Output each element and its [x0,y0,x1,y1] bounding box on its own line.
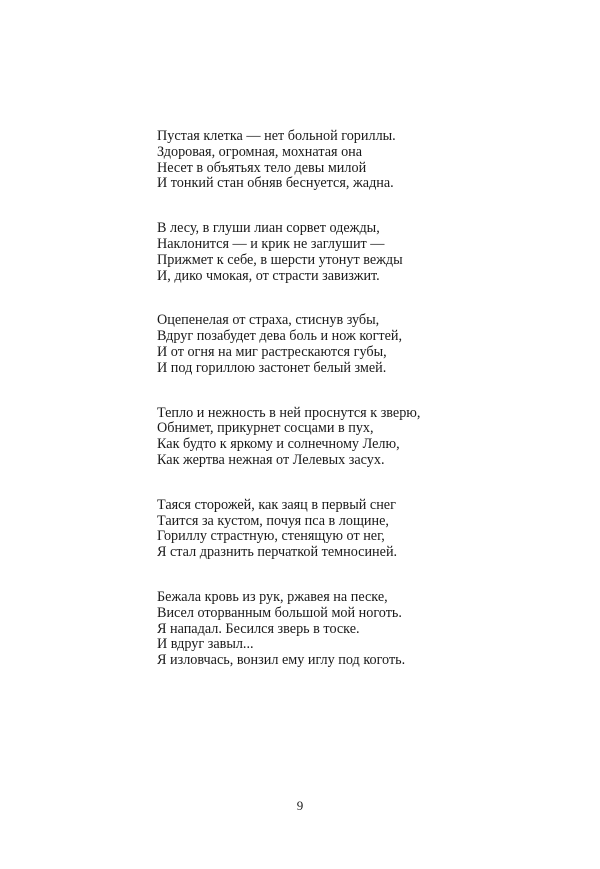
stanza-6 [157,590,577,669]
poem-line: Висел оторванным большой мой ноготь. [157,604,402,621]
poem-line: Я нападал. Бесился зверь в тоске. [157,620,360,637]
poem-line: И, дико чмокая, от страсти завизжит. [157,267,380,284]
poem-line: Таяся сторожей, как заяц в первый снег [157,496,396,513]
poem-line: Как жертва нежная от Лелевых засух. [157,451,385,468]
poem-body [157,129,577,669]
poem-line: Несет в объятьях тело девы милой [157,159,367,176]
poem-line: И от огня на миг растрескаются губы, [157,343,387,360]
poem-line: Оцепенелая от страха, стиснув зубы, [157,312,380,329]
stanza-3 [157,313,577,376]
poem-line: Гориллу страстную, стенящую от нег, [157,528,385,545]
poem-line: Наклонится — и крик не заглушит — [157,235,385,252]
poem-line: Я изловчась, вонзил ему иглу под коготь. [157,652,406,669]
poem-line: И под гориллою застонет белый змей. [157,359,387,376]
page-number: 9 [296,798,304,813]
poem-line: Пустая клетка — нет больной гориллы. [157,128,396,144]
stanza-1 [157,129,577,192]
poem-line: Тепло и нежность в ней проснутся к зверю, [157,404,421,421]
poem-line: И тонкий стан обняв беснуется, жадна. [157,175,394,192]
poem-line: И вдруг завыл... [157,636,254,653]
stanza-2 [157,221,577,284]
poem-line: Прижмет к себе, в шерсти утонут вежды [157,251,403,268]
stanza-4 [157,406,577,469]
poem-line: В лесу, в глуши лиан сорвет одежды, [157,220,380,237]
poem-line: Обнимет, прикурнет сосцами в пух, [157,420,374,437]
poem-line: Я стал дразнить перчаткой темносиней. [157,544,398,561]
poem-line: Бежала кровь из рук, ржавея на песке, [157,588,388,605]
poem-line: Как будто к яркому и солнечному Лелю, [157,436,400,453]
stanza-5 [157,498,577,561]
poem-line: Здоровая, огромная, мохнатая она [157,143,363,160]
poem-line: Таится за кустом, почуя пса в лощине, [157,512,389,529]
poem-line: Вдруг позабудет дева боль и нож когтей, [157,328,403,345]
